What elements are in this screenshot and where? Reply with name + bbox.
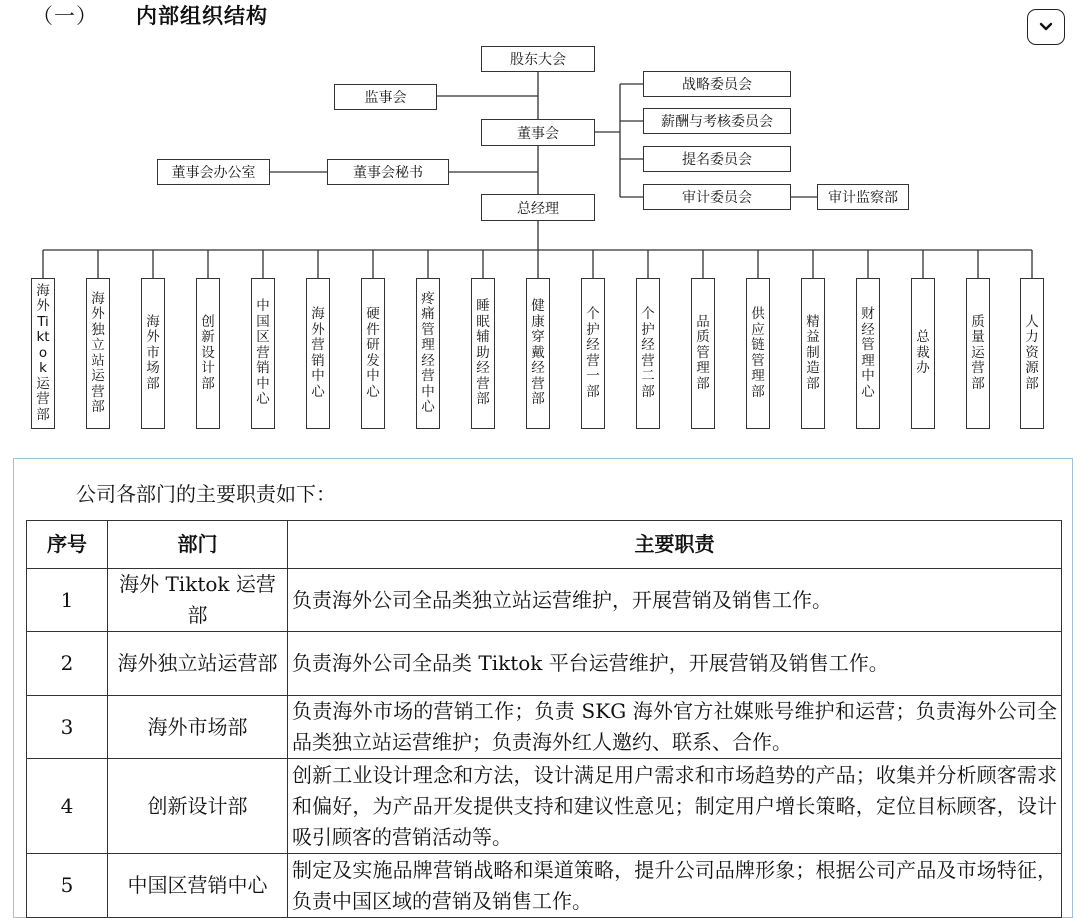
- org-node-board-secretary: 董事会秘书: [327, 159, 449, 185]
- org-node-committee-strategy: 战略委员会: [643, 71, 791, 97]
- org-dept-label: 海外营销中心: [311, 306, 325, 400]
- table-header-row: [27, 521, 1062, 569]
- table-row: [27, 696, 1062, 759]
- org-dept-box: [856, 278, 880, 429]
- org-node-committee-compensation: 薪酬与考核委员会: [643, 108, 791, 134]
- org-dept-box: [361, 278, 385, 429]
- org-dept-box: [966, 278, 990, 429]
- org-dept-label: 人力资源部: [1025, 313, 1039, 392]
- duties-intro: 公司各部门的主要职责如下：: [76, 482, 336, 506]
- org-dept-label: 硬件研发中心: [366, 306, 380, 400]
- table-row: [27, 759, 1062, 854]
- row-department: 海外独立站运营部: [108, 632, 288, 696]
- org-dept-box: [86, 278, 110, 429]
- section-title: 内部组织结构: [136, 3, 268, 28]
- row-number: 5: [27, 854, 108, 918]
- org-dept-label: 财经管理中心: [861, 306, 875, 400]
- org-dept-box: [31, 278, 55, 429]
- org-dept-box: [196, 278, 220, 429]
- org-dept-box: [306, 278, 330, 429]
- row-number: 4: [27, 759, 108, 854]
- duties-table: [26, 520, 1062, 918]
- org-dept-label: 创新设计部: [201, 313, 215, 392]
- org-dept-label: 健康穿戴经营部: [531, 298, 545, 408]
- org-dept-box: [801, 278, 825, 429]
- org-dept-label: 供应链管理部: [751, 306, 765, 400]
- row-duty: 制定及实施品牌营销战略和渠道策略，提升公司品牌形象；根据公司产品及市场特征，负责中国区域的营销及销售工作。: [288, 854, 1062, 918]
- row-department: 海外 Tiktok 运营部: [108, 569, 288, 632]
- org-dept-label: 疼痛管理经营中心: [421, 290, 435, 415]
- org-node-board-office: 董事会办公室: [157, 159, 270, 185]
- org-dept-label: 质量运营部: [971, 313, 985, 392]
- row-duty: 创新工业设计理念和方法，设计满足用户需求和市场趋势的产品；收集并分析顾客需求和偏好，为产品开发提供支持和建议性意见；制定用户增长策略，定位目标顾客，设计吸引顾客的营销活动等。: [288, 759, 1062, 854]
- org-dept-label: 总裁办: [916, 329, 930, 377]
- org-dept-box: [691, 278, 715, 429]
- row-duty: 负责海外公司全品类 Tiktok 平台运营维护，开展营销及销售工作。: [288, 632, 1062, 696]
- org-node-committee-nomination: 提名委员会: [643, 146, 791, 172]
- org-dept-label: 海外独立站运营部: [91, 290, 105, 415]
- row-number: 3: [27, 696, 108, 759]
- header-number: 序号: [27, 521, 108, 569]
- org-dept-box: [581, 278, 605, 429]
- org-node-committee-audit: 审计委员会: [643, 184, 791, 210]
- org-dept-box: [471, 278, 495, 429]
- org-dept-box: [526, 278, 550, 429]
- row-department: 创新设计部: [108, 759, 288, 854]
- org-dept-label: 海外Tiktok运营部: [36, 282, 50, 423]
- org-node-shareholders: 股东大会: [481, 46, 595, 72]
- org-dept-box: [636, 278, 660, 429]
- org-dept-label: 精益制造部: [806, 313, 820, 392]
- header-duty: 主要职责: [288, 521, 1062, 569]
- table-row: [27, 632, 1062, 696]
- org-dept-label: 个护经营一部: [586, 306, 600, 400]
- org-dept-label: 品质管理部: [696, 313, 710, 392]
- row-number: 1: [27, 569, 108, 632]
- org-dept-label: 中国区营销中心: [256, 298, 270, 408]
- row-department: 中国区营销中心: [108, 854, 288, 918]
- org-dept-box: [911, 278, 935, 429]
- section-number: （一）: [32, 4, 98, 28]
- org-dept-label: 睡眠辅助经营部: [476, 298, 490, 408]
- row-department: 海外市场部: [108, 696, 288, 759]
- row-number: 2: [27, 632, 108, 696]
- org-dept-box: [1020, 278, 1044, 429]
- org-dept-box: [141, 278, 165, 429]
- header-department: 部门: [108, 521, 288, 569]
- org-node-general-manager: 总经理: [481, 194, 595, 221]
- org-dept-box: [746, 278, 770, 429]
- org-dept-label: 海外市场部: [146, 313, 160, 392]
- org-dept-box: [251, 278, 275, 429]
- table-row: [27, 569, 1062, 632]
- org-node-audit-dept: 审计监察部: [817, 184, 909, 210]
- org-node-board: 董事会: [481, 119, 595, 146]
- org-dept-label: 个护经营二部: [641, 306, 655, 400]
- org-dept-box: [416, 278, 440, 429]
- table-row: [27, 854, 1062, 918]
- org-node-supervisory: 监事会: [334, 84, 437, 110]
- row-duty: 负责海外市场的营销工作；负责 SKG 海外官方社媒账号维护和运营；负责海外公司全品类独立站运营维护；负责海外红人邀约、联系、合作。: [288, 696, 1062, 759]
- row-duty: 负责海外公司全品类独立站运营维护，开展营销及销售工作。: [288, 569, 1062, 632]
